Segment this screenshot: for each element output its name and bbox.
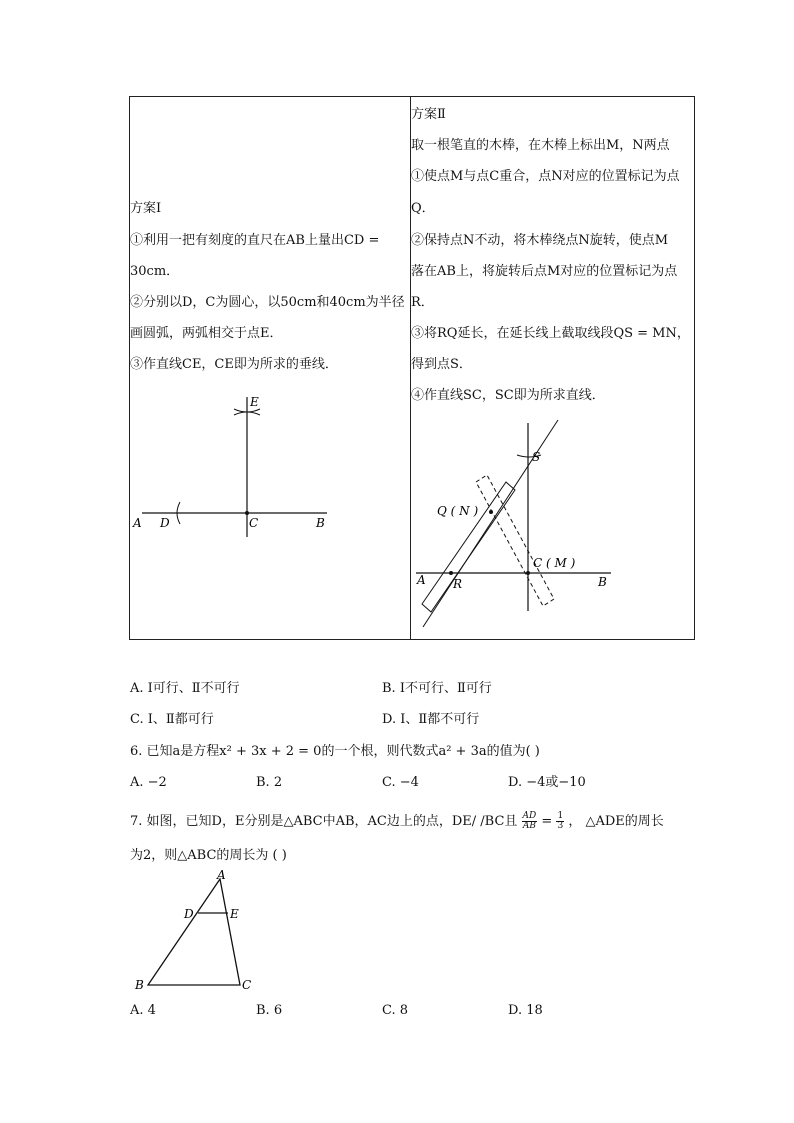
scheme2-line8: 得到点S．	[411, 357, 472, 372]
q6-option-a: A. −2	[130, 775, 167, 790]
q7-frac2-num: 1	[557, 811, 564, 821]
scheme2-title: 方案Ⅱ	[411, 107, 446, 122]
q7-option-b: B. 6	[256, 1003, 283, 1018]
scheme2-line6: R．	[411, 295, 434, 310]
label-s: S	[532, 450, 541, 464]
scheme1-line4: 画圆弧，两弧相交于点E．	[130, 326, 283, 341]
label-e: E	[230, 907, 239, 921]
q7-frac-den: AB	[522, 821, 536, 831]
point-q	[489, 510, 493, 514]
label-e: E	[250, 395, 259, 409]
scheme1-title: 方案Ⅰ	[130, 201, 162, 216]
q7-fraction-ad-ab	[522, 812, 538, 831]
scheme1-cell	[130, 97, 411, 640]
q7-equals: =	[541, 814, 553, 829]
q5-option-c: C. Ⅰ、Ⅱ都可行	[130, 712, 214, 727]
q7-stem-line2: 为2，则△ABC的周长为 ( )	[130, 848, 287, 863]
q6-option-b: B. 2	[256, 775, 283, 790]
label-r: R	[453, 577, 463, 591]
scheme1-line3: ②分别以D，C为圆心，以50cm和40cm为半径	[130, 295, 405, 310]
q7-option-c: C. 8	[382, 1003, 409, 1018]
label-c: C	[249, 516, 259, 530]
label-d: D	[184, 907, 194, 921]
label-c: C	[242, 978, 252, 992]
point-c	[526, 571, 530, 575]
scheme2-line1: 取一根笔直的木棒，在木棒上标出M，N两点	[411, 138, 670, 153]
scheme2-line2: ①使点M与点C重合，点N对应的位置标记为点	[411, 169, 680, 184]
q7-frac2-den: 3	[557, 821, 564, 831]
label-a: A	[417, 573, 426, 587]
q5-option-d: D. Ⅰ、Ⅱ都不可行	[382, 712, 480, 727]
label-a: A	[133, 516, 142, 530]
q5-option-b: B. Ⅰ不可行、Ⅱ可行	[382, 681, 492, 696]
q5-option-a: A. Ⅰ可行、Ⅱ不可行	[130, 681, 240, 696]
q6-stem: 6. 已知a是方程x² + 3x + 2 = 0的一个根，则代数式a² + 3a的值为( )	[130, 744, 540, 759]
q7-option-d: D. 18	[508, 1003, 543, 1018]
q7-option-a: A. 4	[130, 1003, 156, 1018]
scheme2-line4: ②保持点N不动，将木棒绕点N旋转，使点M	[411, 233, 669, 248]
label-q-n: Q ( N )	[437, 504, 479, 518]
label-b: B	[598, 575, 607, 589]
q7-frac-num: AD	[522, 811, 537, 821]
scheme2-line3: Q．	[411, 201, 435, 216]
scheme2-line9: ④作直线SC，SC即为所求直线．	[411, 388, 605, 403]
point-c	[245, 511, 249, 515]
schemes-table	[129, 96, 695, 640]
scheme1-line1: ①利用一把有刻度的直尺在AB上量出CD =	[130, 233, 380, 248]
stick-original	[476, 475, 554, 606]
q7-triangle-figure	[130, 865, 270, 995]
scheme2-figure	[411, 97, 694, 641]
label-d: D	[160, 516, 170, 530]
point-r	[449, 571, 453, 575]
scheme2-line7: ③将RQ延长，在延长线上截取线段QS = MN，	[411, 326, 690, 341]
scheme2-line5: 落在AB上，将旋转后点M对应的位置标记为点	[411, 264, 678, 279]
scheme2-cell	[411, 97, 695, 640]
q6-option-d: D. −4或−10	[508, 775, 586, 790]
scheme1-figure	[130, 97, 410, 641]
q7-stem-pre: 7. 如图，已知D，E分别是△ABC中AB，AC边上的点，DE/ /BC且	[130, 814, 518, 829]
label-b: B	[316, 516, 325, 530]
scheme1-line5: ③作直线CE，CE即为所求的垂线．	[130, 357, 338, 372]
label-a: A	[217, 868, 226, 882]
scheme1-line2: 30cm．	[130, 264, 180, 279]
q7-stem-line1	[130, 812, 664, 831]
q6-option-c: C. −4	[382, 775, 419, 790]
q7-fraction-one-third	[556, 812, 564, 831]
label-b: B	[135, 978, 144, 992]
triangle-abc	[148, 879, 240, 985]
label-c-m: C ( M )	[533, 556, 576, 570]
q7-stem-post: ， △ADE的周长	[568, 814, 664, 829]
